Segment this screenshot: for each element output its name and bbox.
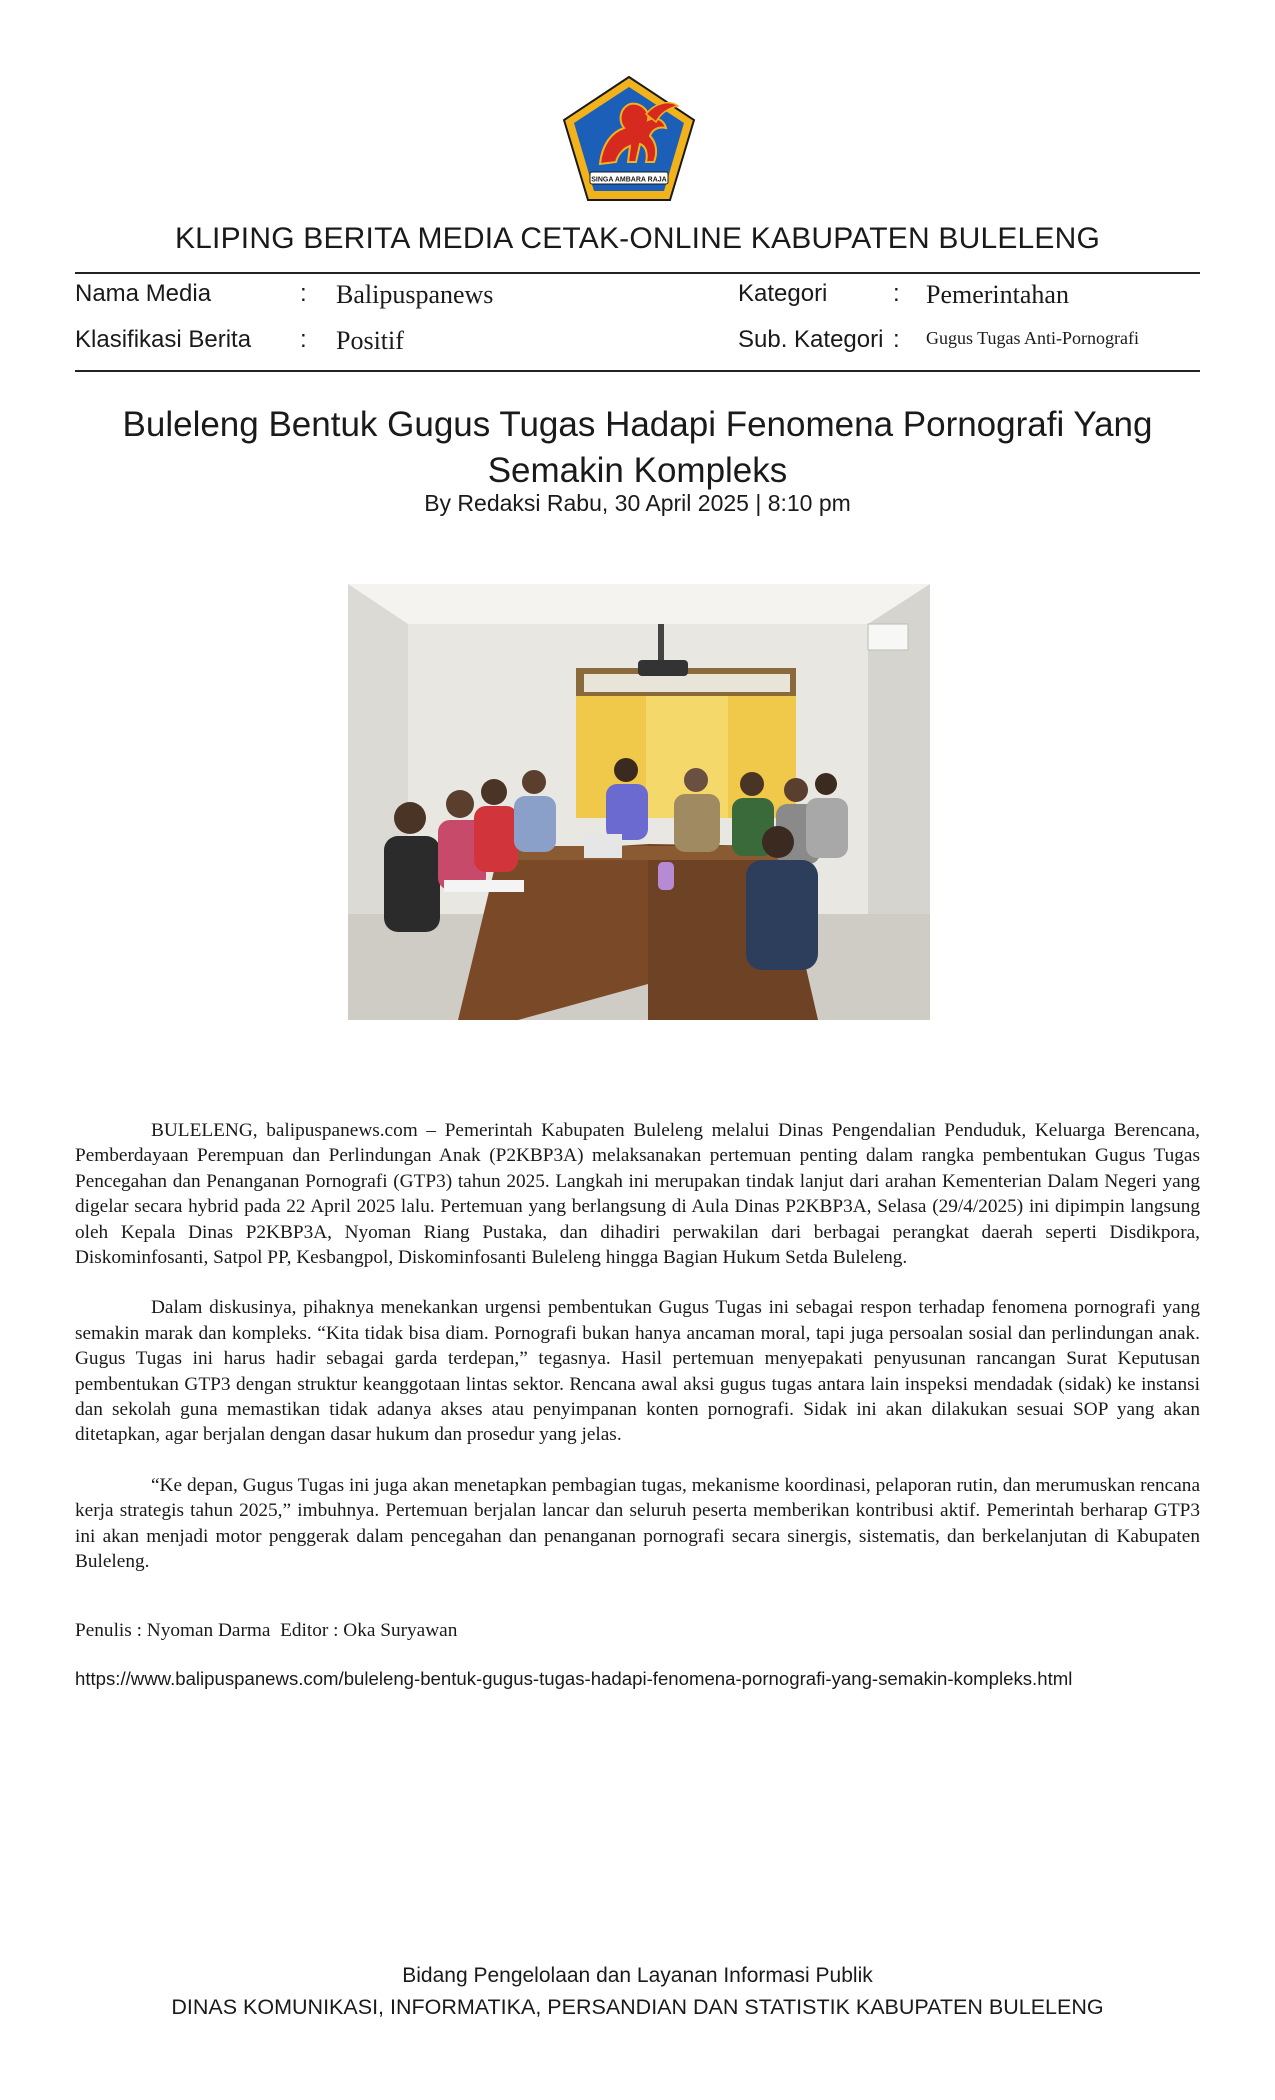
category-colon: : [893, 280, 900, 307]
headline-line-1: Buleleng Bentuk Gugus Tugas Hadapi Fenomena Pornografi Yang [122, 405, 1153, 444]
classification-label: Klasifikasi Berita [75, 326, 252, 353]
header-divider-bottom [75, 370, 1200, 372]
author-editor-credits: Penulis : Nyoman Darma Editor : Oka Suryawan [75, 1620, 458, 1641]
subcategory-label: Sub. Kategori [738, 326, 884, 353]
media-name-value: Balipuspanews [336, 280, 494, 309]
article-paragraph-3: “Ke depan, Gugus Tugas ini juga akan menetapkan pembagian tugas, mekanisme koordinasi, pelaporan rutin, dan merumuskan rencana kerja strategis tahun 2025,” imbuhnya. Pertemuan berjalan lancar dan seluruh peserta memberikan kontribusi aktif. Pemerintah berharap GTP3 ini akan menjadi motor penggerak dalam pencegahan dan penanganan pornografi secara sinergis, sistematis, dan berkelanjutan di Kabupaten Buleleng. [75, 1474, 1200, 1573]
article-byline: By Redaksi Rabu, 30 April 2025 | 8:10 pm [424, 490, 851, 516]
header-divider-top [75, 272, 1200, 274]
category-value: Pemerintahan [926, 280, 1069, 309]
emblem-motto: SINGA AMBARA RAJA [591, 176, 667, 184]
category-label: Kategori [738, 280, 828, 307]
media-name-colon: : [300, 280, 307, 307]
classification-value: Positif [336, 326, 404, 355]
article-paragraph-2: Dalam diskusinya, pihaknya menekankan urgensi pembentukan Gugus Tugas ini sebagai respon terhadap fenomena pornografi yang semakin marak dan kompleks. “Kita tidak bisa diam. Pornografi bukan hanya ancaman moral, tapi juga persoalan sosial dan perlindungan anak. Gugus Tugas ini harus hadir sebagai garda terdepan,” tegasnya. Hasil pertemuan menyepakati penyusunan rancangan Surat Keputusan pembentukan GTP3 dengan struktur keanggotaan lintas sektor. Rencana awal aksi gugus tugas antara lain inspeksi mendadak (sidak) ke instansi dan sekolah guna memastikan tidak adanya akses atau penyimpanan konten pornografi. Sidak ini akan dilakukan sesuai SOP yang akan ditetapkan, agar berjalan dengan dasar hukum dan prosedur yang jelas. [75, 1297, 1200, 1446]
article-headline [100, 402, 1175, 494]
footer-agency: DINAS KOMUNIKASI, INFORMATIKA, PERSANDIAN DAN STATISTIK KABUPATEN BULELENG [171, 1995, 1104, 2019]
article-body [75, 1118, 1200, 1600]
headline-line-2: Semakin Kompleks [487, 451, 788, 490]
article-photo [348, 584, 930, 1020]
article-paragraph-1: BULELENG, balipuspanews.com – Pemerintah Kabupaten Buleleng melalui Dinas Pengendalian Penduduk, Keluarga Berencana, Pemberdayaan Perempuan dan Perlindungan Anak (P2KBP3A) melaksanakan pertemuan penting dalam rangka pembentukan Gugus Tugas Pencegahan dan Penanganan Pornografi (GTP3) tahun 2025. Langkah ini merupakan tindak lanjut dari arahan Kementerian Dalam Negeri yang digelar secara hybrid pada 22 April 2025 lalu. Pertemuan yang berlangsung di Aula Dinas P2KBP3A, Selasa (29/4/2025) ini dipimpin langsung oleh Kepala Dinas P2KBP3A, Nyoman Riang Pustaka, dan dihadiri perwakilan dari berbagai perangkat daerah seperti Disdikpora, Diskominfosanti, Satpol PP, Kesbangpol, Diskominfosanti Buleleng hingga Bagian Hukum Setda Buleleng. [75, 1120, 1200, 1269]
regency-emblem-logo [560, 74, 698, 204]
subcategory-colon: : [893, 326, 900, 353]
classification-colon: : [300, 326, 307, 353]
footer-department: Bidang Pengelolaan dan Layanan Informasi Publik [402, 1964, 873, 1987]
page-title: KLIPING BERITA MEDIA CETAK-ONLINE KABUPATEN BULELENG [174, 222, 1101, 255]
source-url-link[interactable]: https://www.balipuspanews.com/buleleng-bentuk-gugus-tugas-hadapi-fenomena-pornografi-yang-semakin-kompleks.html [75, 1668, 1073, 1689]
subcategory-value: Gugus Tugas Anti-Pornografi [926, 328, 1140, 348]
media-name-label: Nama Media [75, 280, 212, 307]
